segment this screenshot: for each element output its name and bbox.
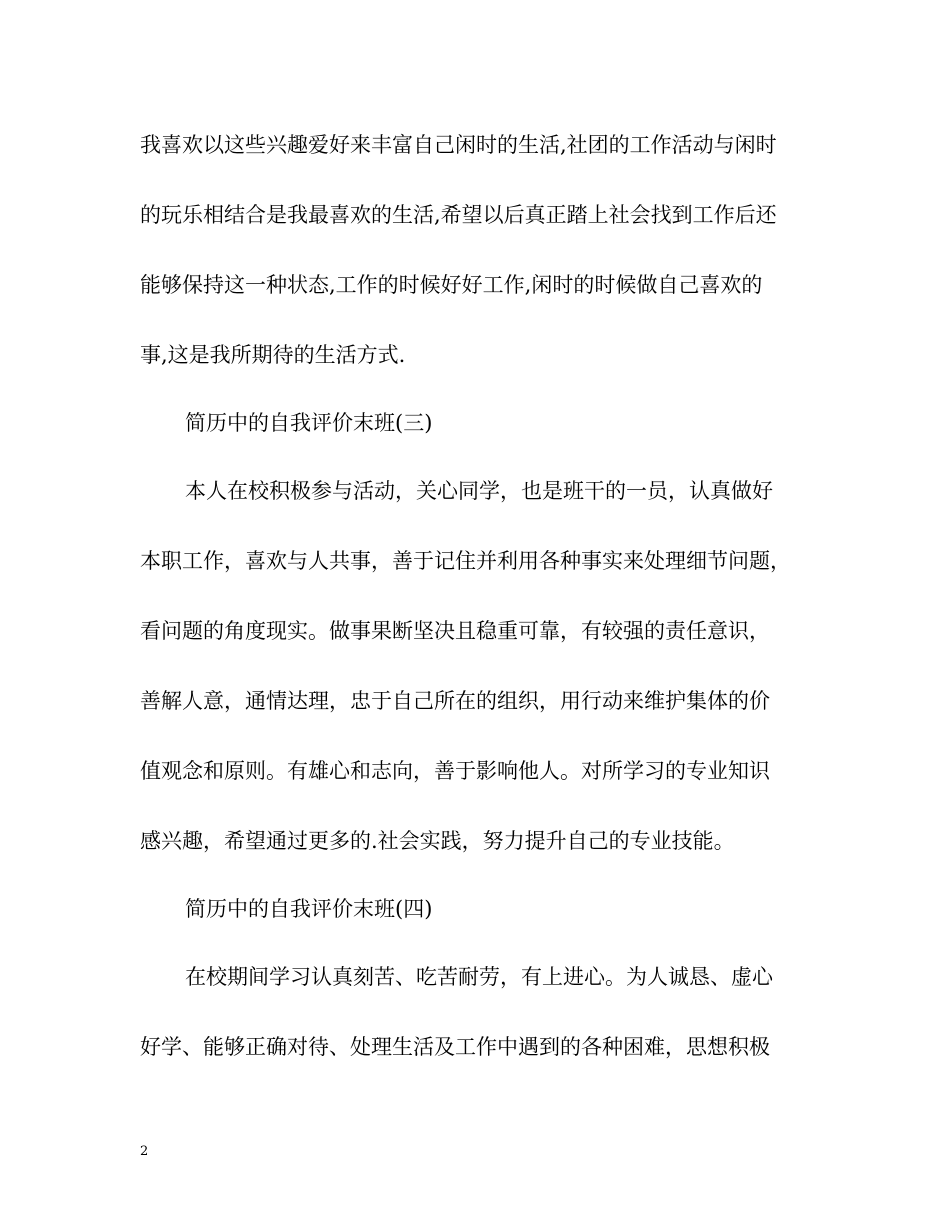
body-text-line: 感兴趣，希望通过更多的.社会实践，努力提升自己的专业技能。 [140,829,735,853]
body-text-line: 事,这是我所期待的生活方式. [140,343,406,367]
body-text-line: 善解人意，通情达理，忠于自己所在的组织，用行动来维护集体的价 [140,689,770,713]
body-text-line: 本人在校积极参与活动，关心同学，也是班干的一员，认真做好 [185,479,773,503]
body-text-line: 看问题的角度现实。做事果断坚决且稳重可靠，有较强的责任意识， [140,619,770,643]
body-text-line: 值观念和原则。有雄心和志向，善于影响他人。对所学习的专业知识 [140,759,770,783]
body-text-line: 本职工作，喜欢与人共事，善于记住并利用各种事实来处理细节问题， [140,549,791,573]
body-text-line: 我喜欢以这些兴趣爱好来丰富自己闲时的生活,社团的工作活动与闲时 [140,133,777,157]
body-text-line: 在校期间学习认真刻苦、吃苦耐劳，有上进心。为人诚恳、虚心 [185,965,773,989]
body-text-line: 能够保持这一种状态,工作的时候好好工作,闲时的时候做自己喜欢的 [140,273,763,297]
page-number: 2 [140,1144,149,1159]
section-heading-3: 简历中的自我评价末班(三) [185,411,433,435]
body-text-line: 好学、能够正确对待、处理生活及工作中遇到的各种困难，思想积极 [140,1035,770,1059]
body-text-line: 的玩乐相结合是我最喜欢的生活,希望以后真正踏上社会找到工作后还 [140,203,777,227]
section-heading-4: 简历中的自我评价末班(四) [185,897,433,921]
